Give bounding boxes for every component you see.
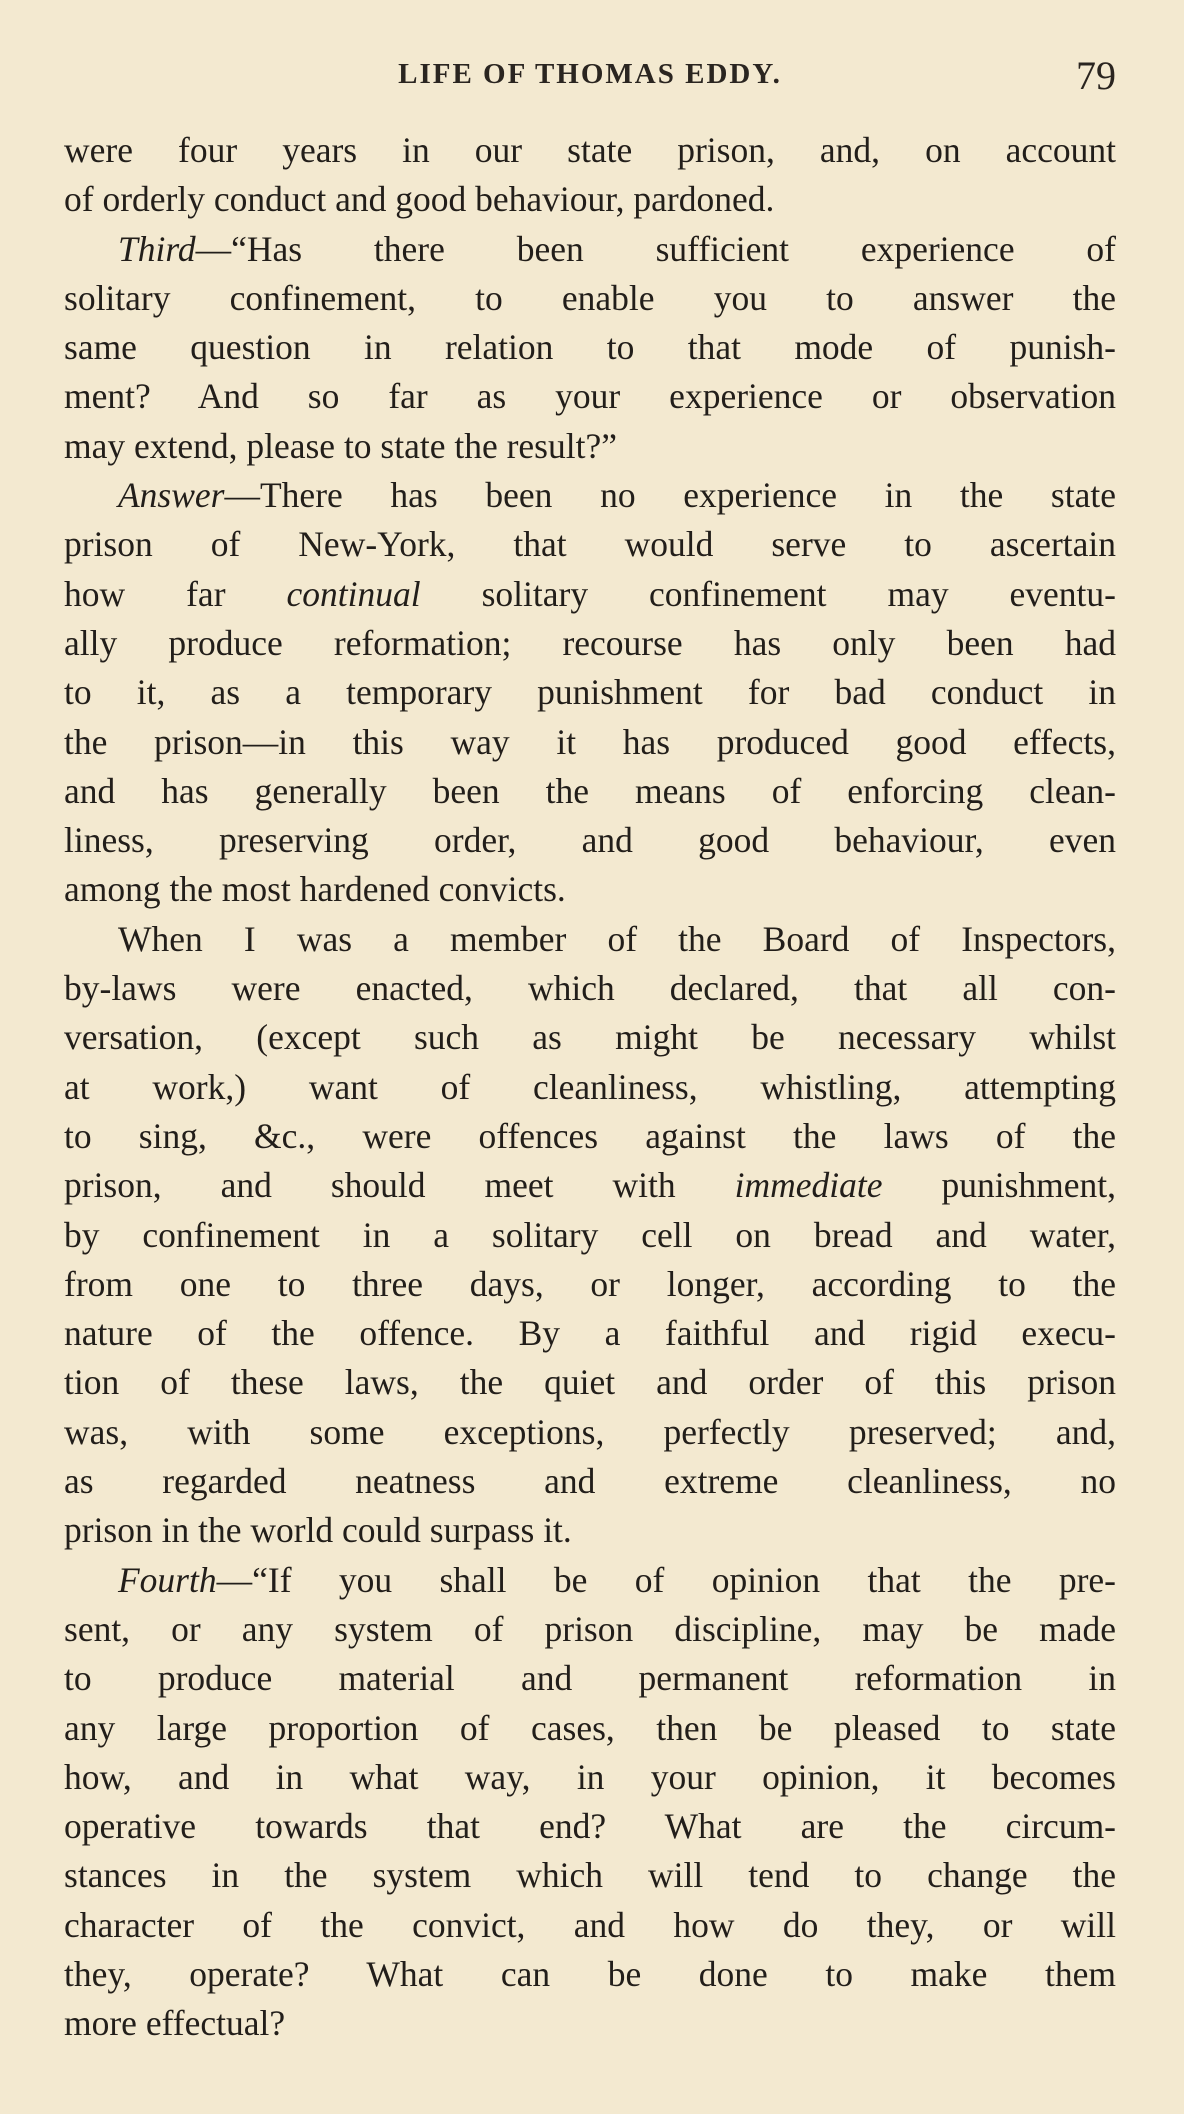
text-run: ally produce reformation; recourse has only been had bbox=[64, 622, 1116, 663]
text-line bbox=[64, 816, 1116, 865]
text-line bbox=[64, 1457, 1116, 1506]
italic-run: continual bbox=[286, 573, 421, 614]
text-line bbox=[64, 520, 1116, 569]
text-run: stances in the system which will tend to change the bbox=[64, 1855, 1116, 1896]
text-line bbox=[64, 1260, 1116, 1309]
text-run: ment? And so far as your experience or observation bbox=[64, 376, 1116, 417]
text-run: may extend, please to state the result?” bbox=[64, 425, 617, 466]
text-line bbox=[64, 1654, 1116, 1703]
text-line bbox=[64, 1506, 1116, 1555]
text-line bbox=[64, 1605, 1116, 1654]
text-line bbox=[64, 1161, 1116, 1210]
text-line bbox=[64, 323, 1116, 372]
text-run: to produce material and permanent reformation in bbox=[64, 1658, 1116, 1699]
text-line bbox=[64, 964, 1116, 1013]
text-line bbox=[64, 1309, 1116, 1358]
text-run: they, operate? What can be done to make them bbox=[64, 1953, 1116, 1994]
text-line bbox=[64, 619, 1116, 668]
text-line bbox=[64, 570, 1116, 619]
text-run: liness, preserving order, and good behaviour, even bbox=[64, 820, 1116, 861]
text-line bbox=[64, 1901, 1116, 1950]
text-line bbox=[64, 1211, 1116, 1260]
text-run: nature of the offence. By a faithful and rigid execu- bbox=[64, 1313, 1116, 1354]
text-line bbox=[64, 422, 1116, 471]
page-number: 79 bbox=[1076, 53, 1116, 98]
text-line bbox=[64, 274, 1116, 323]
text-line bbox=[64, 767, 1116, 816]
text-line bbox=[64, 175, 1116, 224]
text-line bbox=[64, 1802, 1116, 1851]
text-line bbox=[64, 1556, 1116, 1605]
text-run: prison of New-York, that would serve to ascertain bbox=[64, 524, 1116, 565]
text-run: tion of these laws, the quiet and order of this prison bbox=[64, 1362, 1116, 1403]
text-run: solitary confinement, to enable you to answer the bbox=[64, 277, 1116, 318]
text-line bbox=[64, 1704, 1116, 1753]
text-run: solitary confinement may eventu- bbox=[420, 573, 1116, 614]
text-run: as regarded neatness and extreme cleanliness, no bbox=[64, 1461, 1116, 1502]
text-line bbox=[64, 126, 1116, 175]
text-run: how, and in what way, in your opinion, it becomes bbox=[64, 1756, 1116, 1797]
text-line bbox=[64, 1950, 1116, 1999]
text-run: the prison—in this way it has produced good effects, bbox=[64, 721, 1116, 762]
text-line bbox=[64, 1408, 1116, 1457]
text-run: how far bbox=[64, 573, 287, 614]
text-run: —“Has there been sufficient experience of bbox=[195, 228, 1116, 269]
text-line bbox=[64, 668, 1116, 717]
text-run: —“If you shall be of opinion that the pre- bbox=[216, 1559, 1116, 1600]
text-line bbox=[64, 1112, 1116, 1161]
text-run: by confinement in a solitary cell on bread and water, bbox=[64, 1214, 1116, 1255]
body-text bbox=[64, 126, 1116, 2049]
text-run: any large proportion of cases, then be pleased to state bbox=[64, 1707, 1116, 1748]
text-line bbox=[64, 865, 1116, 914]
text-line bbox=[64, 915, 1116, 964]
text-run: —There has been no experience in the state bbox=[224, 475, 1116, 516]
text-run: prison in the world could surpass it. bbox=[64, 1510, 572, 1551]
text-line bbox=[64, 1753, 1116, 1802]
text-run: operative towards that end? What are the circum- bbox=[64, 1806, 1116, 1847]
italic-run: Third bbox=[118, 228, 196, 269]
page-header bbox=[64, 52, 1116, 102]
text-run: versation, (except such as might be necessary whilst bbox=[64, 1017, 1116, 1058]
text-line bbox=[64, 225, 1116, 274]
text-run: more effectual? bbox=[64, 2003, 286, 2044]
text-run: and has generally been the means of enforcing clean- bbox=[64, 770, 1116, 811]
italic-run: immediate bbox=[734, 1165, 883, 1206]
text-run: were four years in our state prison, and, on account bbox=[64, 130, 1116, 170]
text-run: same question in relation to that mode of punish- bbox=[64, 327, 1116, 368]
text-run: of orderly conduct and good behaviour, pardoned. bbox=[64, 179, 775, 220]
text-run: When I was a member of the Board of Inspectors, bbox=[118, 918, 1116, 959]
text-run: to sing, &c., were offences against the laws of the bbox=[64, 1115, 1116, 1156]
italic-run: Fourth bbox=[118, 1559, 217, 1600]
text-run: prison, and should meet with bbox=[64, 1165, 735, 1206]
text-line bbox=[64, 1851, 1116, 1900]
text-run: by-laws were enacted, which declared, that all con- bbox=[64, 968, 1116, 1009]
text-line bbox=[64, 1358, 1116, 1407]
text-run: at work,) want of cleanliness, whistling, attempting bbox=[64, 1066, 1116, 1107]
running-head: LIFE OF THOMAS EDDY. bbox=[398, 58, 782, 90]
text-run: among the most hardened convicts. bbox=[64, 869, 566, 910]
text-line bbox=[64, 372, 1116, 421]
text-line bbox=[64, 471, 1116, 520]
text-line bbox=[64, 1999, 1116, 2048]
text-run: punishment, bbox=[882, 1165, 1116, 1206]
text-run: from one to three days, or longer, according to the bbox=[64, 1263, 1116, 1304]
text-run: character of the convict, and how do they, or will bbox=[64, 1904, 1116, 1945]
text-line bbox=[64, 1063, 1116, 1112]
text-run: sent, or any system of prison discipline, may be made bbox=[64, 1608, 1116, 1649]
text-line bbox=[64, 718, 1116, 767]
text-line bbox=[64, 1013, 1116, 1062]
italic-run: Answer bbox=[118, 475, 225, 516]
text-run: was, with some exceptions, perfectly preserved; and, bbox=[64, 1411, 1116, 1452]
text-run: to it, as a temporary punishment for bad conduct in bbox=[64, 672, 1116, 713]
